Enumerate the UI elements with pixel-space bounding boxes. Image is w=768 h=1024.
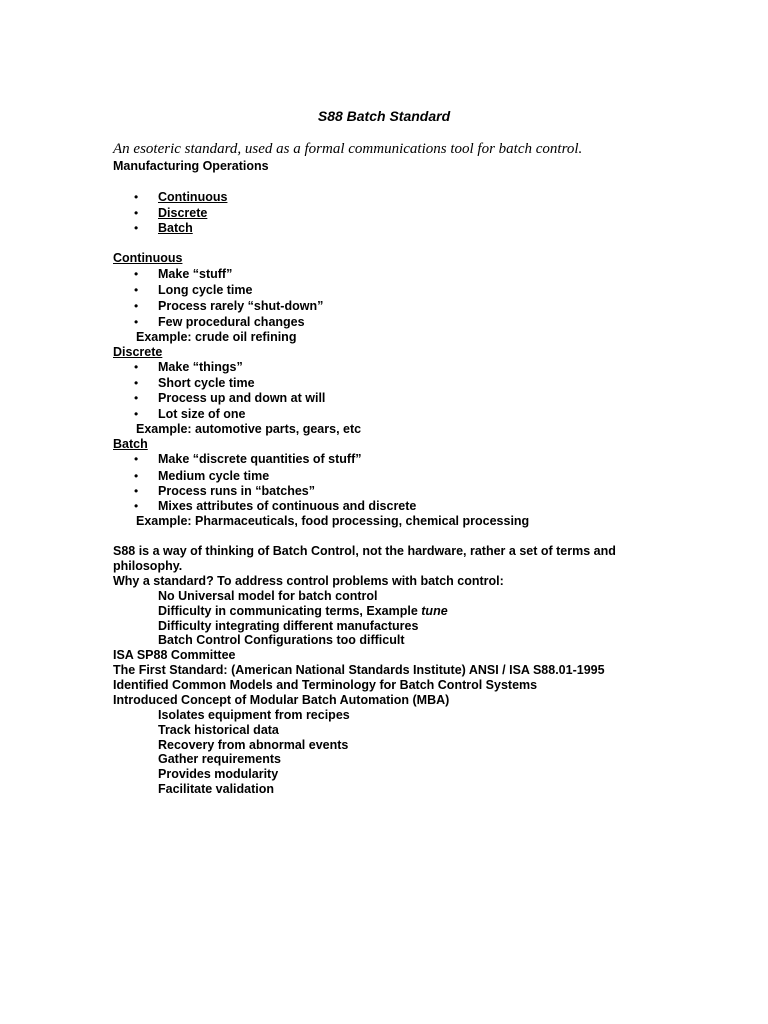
identified-line: Identified Common Models and Terminology for Batch Control Systems <box>113 678 538 692</box>
section-heading-batch: Batch <box>113 437 148 451</box>
list-item: • Few procedural changes <box>158 315 305 330</box>
list-item: • Mixes attributes of continuous and discrete <box>158 499 416 514</box>
link-discrete[interactable]: • Discrete <box>158 206 207 221</box>
list-item: • Make “things” <box>158 360 243 375</box>
example-text: Example: Pharmaceuticals, food processing, chemical processing <box>136 514 530 528</box>
why-standard-heading: Why a standard? To address control problems with batch control: <box>113 574 504 588</box>
link-batch[interactable]: • Batch <box>158 221 193 236</box>
section-heading-continuous: Continuous <box>113 251 183 265</box>
mba-heading: Introduced Concept of Modular Batch Automation (MBA) <box>113 693 450 707</box>
list-item-text: Difficulty in communicating terms, Example <box>158 604 422 618</box>
list-item: • Medium cycle time <box>158 469 269 484</box>
list-item: • Process rarely “shut-down” <box>158 299 323 314</box>
list-item: No Universal model for batch control <box>158 589 378 603</box>
list-item: • Process runs in “batches” <box>158 484 315 499</box>
example-text: Example: automotive parts, gears, etc <box>136 422 362 436</box>
list-item <box>158 604 448 619</box>
list-item: Batch Control Configurations too difficult <box>158 633 405 647</box>
committee-line: ISA SP88 Committee <box>113 648 236 662</box>
s88-intro-paragraph: S88 is a way of thinking of Batch Control, not the hardware, rather a set of terms and philosophy. <box>113 544 616 573</box>
list-item: Difficulty integrating different manufactures <box>158 619 419 633</box>
list-item: Provides modularity <box>158 767 279 781</box>
list-item: Isolates equipment from recipes <box>158 708 350 722</box>
list-item: • Lot size of one <box>158 407 246 422</box>
list-item: Facilitate validation <box>158 782 275 796</box>
document-title: S88 Batch Standard <box>317 108 451 124</box>
list-item: • Process up and down at will <box>158 391 325 406</box>
list-item: Recovery from abnormal events <box>158 738 349 752</box>
first-standard-line: The First Standard: (American National Standards Institute) ANSI / ISA S88.01-1995 <box>113 663 605 677</box>
link-continuous[interactable]: • Continuous <box>158 190 227 205</box>
section-heading-manufacturing-operations: Manufacturing Operations <box>113 159 269 173</box>
list-item: Track historical data <box>158 723 279 737</box>
list-item: Gather requirements <box>158 752 281 766</box>
list-item: • Short cycle time <box>158 376 255 391</box>
list-item: • Make “discrete quantities of stuff” <box>158 452 362 467</box>
list-item: • Make “stuff” <box>158 267 232 282</box>
document-subtitle: An esoteric standard, used as a formal communications tool for batch control. <box>113 141 583 157</box>
italic-term: tune <box>421 604 448 618</box>
section-heading-discrete: Discrete <box>113 345 163 359</box>
list-item: • Long cycle time <box>158 283 252 298</box>
example-text: Example: crude oil refining <box>136 330 297 344</box>
